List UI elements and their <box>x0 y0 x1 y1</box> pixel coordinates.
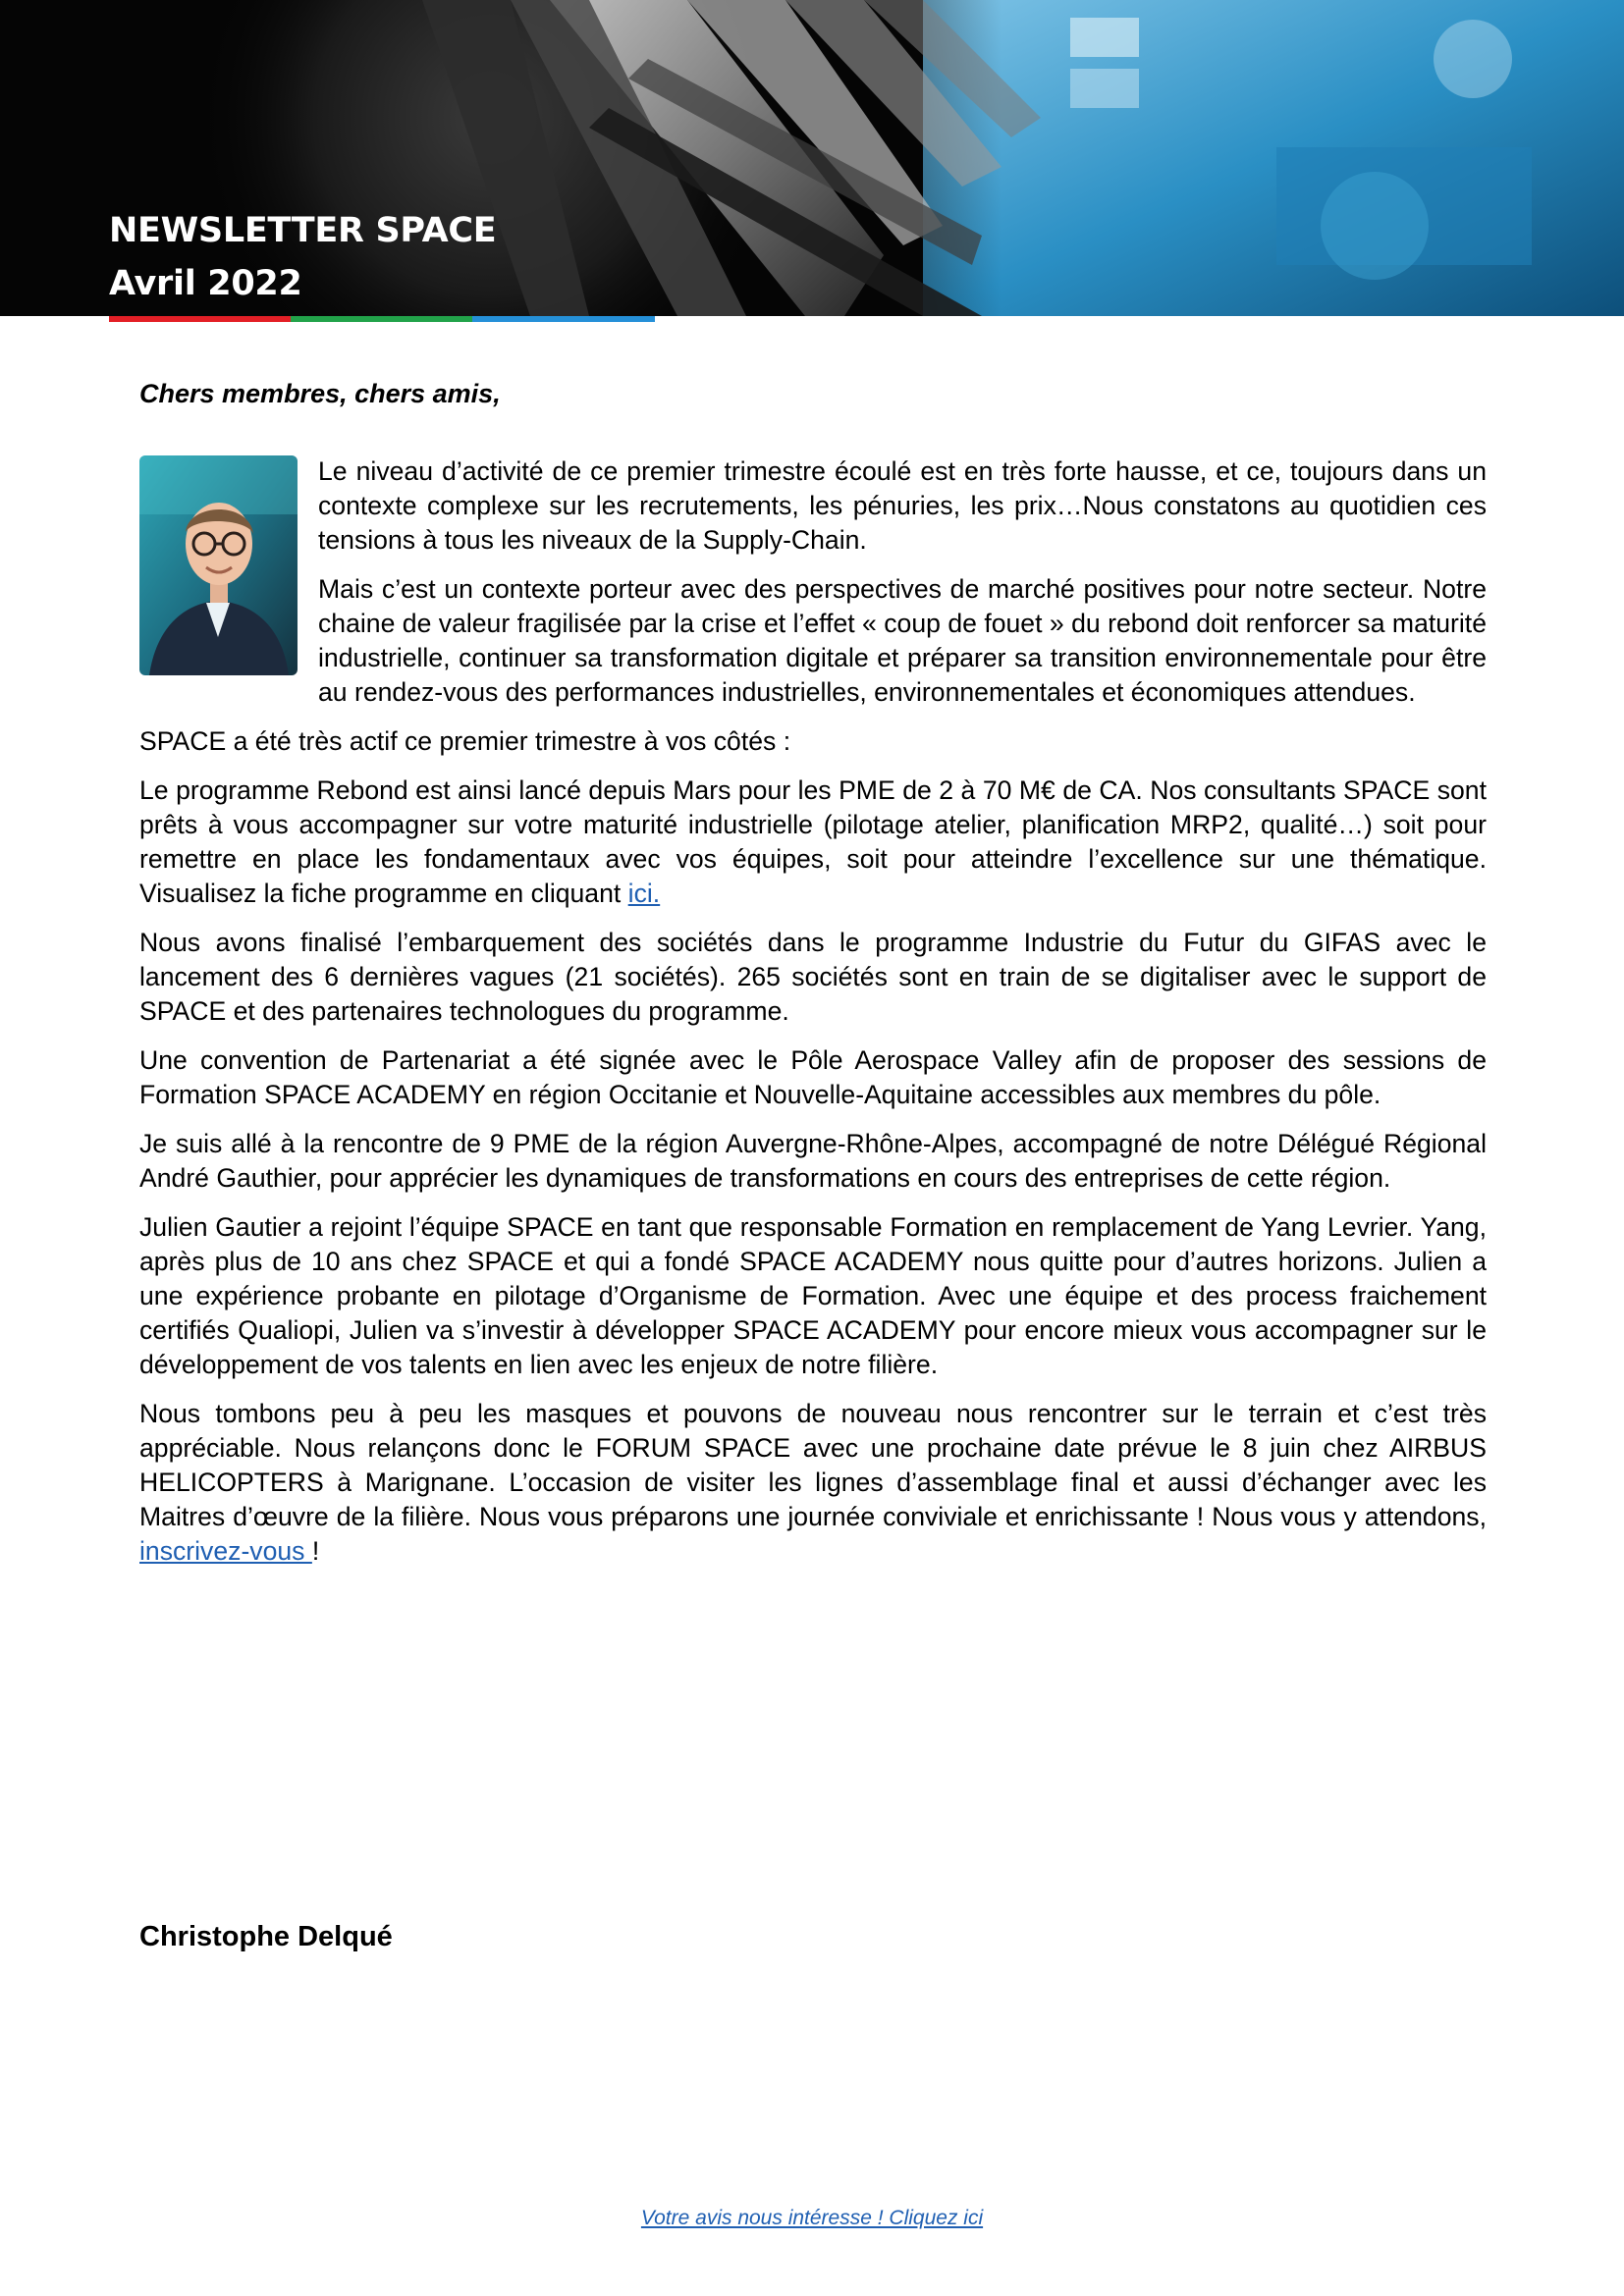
forum-register-link[interactable]: inscrivez-vous <box>139 1536 312 1566</box>
author-portrait-photo <box>139 455 298 675</box>
partnership-paragraph: Une convention de Partenariat a été signée avec le Pôle Aerospace Valley afin de proposer des sessions de Formation SPACE ACADEMY en région Occitanie et Nouvelle-Aquitaine accessibles aux membres du pôle. <box>139 1045 1487 1109</box>
rebond-program-link[interactable]: ici. <box>627 879 661 908</box>
greeting: Chers membres, chers amis, <box>139 379 501 408</box>
forum-paragraph <box>139 1397 1487 1569</box>
header-stripe-red <box>109 316 291 322</box>
newsletter-title <box>109 204 496 310</box>
header-stripe-blue <box>472 316 655 322</box>
newsletter-header-banner <box>0 0 1624 316</box>
intro-paragraph: Le niveau d’activité de ce premier trimestre écoulé est en très forte hausse, et ce, toujours dans un contexte complexe sur les recrutements, les pénuries, les prix…Nous constatons au quotidien ces tensions à tous les niveaux de la Supply-Chain. <box>318 456 1487 555</box>
newsletter-title-line1: NEWSLETTER SPACE <box>109 211 497 250</box>
signature: Christophe Delqué <box>139 1921 393 1952</box>
context-paragraph: Mais c’est un contexte porteur avec des perspectives de marché positives pour notre secteur. Notre chaine de valeur fragilisée par la crise et l’effet « coup de fouet » du rebond doit renforcer sa maturité industrielle, continuer sa transformation digitale et préparer sa transition environnementale pour être au rendez-vous des performances industrielles, environnementales et économiques attendues. <box>318 574 1487 707</box>
forum-text: Nous tombons peu à peu les masques et pouvons de nouveau nous rencontrer sur le terrain et c’est très appréciable. Nous relançons donc le FORUM SPACE avec une prochaine date prévue le 8 juin chez AIRBUS HELICOPTERS à Marignane. L’occasion de visiter les lignes d’assemblage final et aussi d’échanger avec les Maitres d’œuvre de la filière. Nous vous préparons une journée conviviale et enrichissante ! Nous vous y attendons, <box>139 1399 1487 1531</box>
regional-visit-paragraph: Je suis allé à la rencontre de 9 PME de la région Auvergne-Rhône-Alpes, accompagné de notre Délégué Régional André Gauthier, pour apprécier les dynamiques de transformations en cours des entreprises de cette région. <box>139 1129 1487 1193</box>
activity-intro-paragraph: SPACE a été très actif ce premier trimestre à vos côtés : <box>139 726 791 756</box>
feedback-link[interactable]: Votre avis nous intéresse ! Cliquez ici <box>640 2207 984 2229</box>
industrie-futur-paragraph: Nous avons finalisé l’embarquement des sociétés dans le programme Industrie du Futur du GIFAS avec le lancement des 6 dernières vagues (21 sociétés). 265 sociétés sont en train de se digitaliser avec le support de SPACE et des partenaires technologues du programme. <box>139 928 1487 1026</box>
rebond-paragraph <box>139 774 1487 911</box>
team-change-paragraph: Julien Gautier a rejoint l’équipe SPACE en tant que responsable Formation en remplacement de Yang Levrier. Yang, après plus de 10 ans chez SPACE et qui a fondé SPACE ACADEMY nous quitte pour d’autres horizons. Julien a une expérience probante en pilotage d’Organisme de Formation. Avec une équipe et des process fraichement certifiés Qualiopi, Julien va s’investir à développer SPACE ACADEMY pour encore mieux vous accompagner sur le développement de vos talents en lien avec les enjeux de notre filière. <box>139 1212 1487 1379</box>
rebond-text: Le programme Rebond est ainsi lancé depuis Mars pour les PME de 2 à 70 M€ de CA. Nos consultants SPACE sont prêts à vous accompagner sur votre maturité industrielle (pilotage atelier, planification MRP2, qualité…) soit pour remettre en place les fondamentaux avec vos équipes, soit pour atteindre l’excellence sur une thématique. Visualisez la fiche programme en cliquant <box>139 775 1487 908</box>
header-stripe-green <box>291 316 472 322</box>
newsletter-body <box>139 377 1487 1583</box>
forum-end-text: ! <box>311 1536 320 1566</box>
newsletter-date: Avril 2022 <box>109 264 302 303</box>
